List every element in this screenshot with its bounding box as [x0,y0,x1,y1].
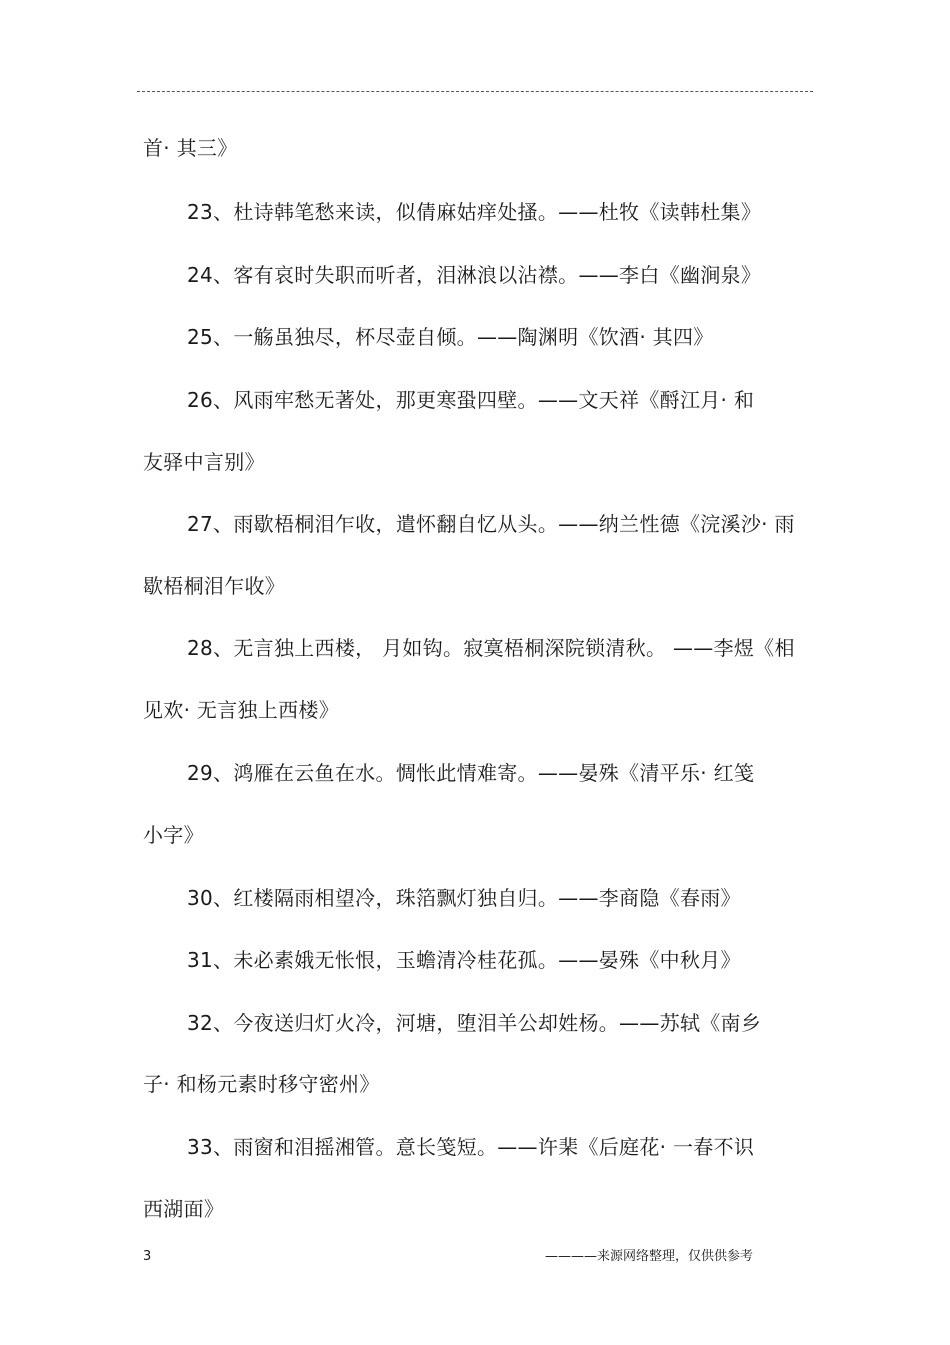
text-line-9: 28、无言独上西楼， 月如钩。寂寞梧桐深院锁清秋。 ——李煜《相 [187,636,795,660]
header-divider [137,91,813,92]
text-line-5: 26、风雨牢愁无著处，那更寒蛩四壁。——文天祥《酹江月· 和 [187,388,755,412]
source-note: ————来源网络整理，仅供供参考 [545,1249,754,1264]
text-line-8: 歇梧桐泪乍收》 [143,574,286,598]
text-line-3: 24、客有哀时失职而听者，泪淋浪以沾襟。——李白《幽涧泉》 [187,263,762,287]
text-line-13: 30、红楼隔雨相望冷，珠箔飘灯独自归。——李商隐《春雨》 [187,886,741,910]
text-line-6: 友驿中言别》 [143,450,265,474]
text-line-2: 23、杜诗韩笔愁来读，似倩麻姑痒处搔。——杜牧《读韩杜集》 [187,200,762,224]
text-line-18: 西湖面》 [143,1197,225,1221]
text-line-17: 33、雨窗和泪摇湘管。意长笺短。——许棐《后庭花· 一春不识 [187,1135,755,1159]
text-line-4: 25、一觞虽独尽，杯尽壶自倾。——陶渊明《饮酒· 其四》 [187,325,714,349]
text-line-7: 27、雨歇梧桐泪乍收，遣怀翻自忆从头。——纳兰性德《浣溪沙· 雨 [187,512,795,536]
text-line-12: 小字》 [143,823,204,847]
text-line-14: 31、未必素娥无怅恨，玉蟾清冷桂花孤。——晏殊《中秋月》 [187,948,741,972]
text-line-10: 见欢· 无言独上西楼》 [143,698,340,722]
text-line-1: 首· 其三》 [143,136,238,160]
text-line-15: 32、今夜送归灯火冷，河塘，堕泪羊公却姓杨。——苏轼《南乡 [187,1011,762,1035]
text-line-11: 29、鸿雁在云鱼在水。惆怅此情难寄。——晏殊《清平乐· 红笺 [187,761,755,785]
page-number: 3 [143,1249,152,1264]
text-line-16: 子· 和杨元素时移守密州》 [143,1072,380,1096]
